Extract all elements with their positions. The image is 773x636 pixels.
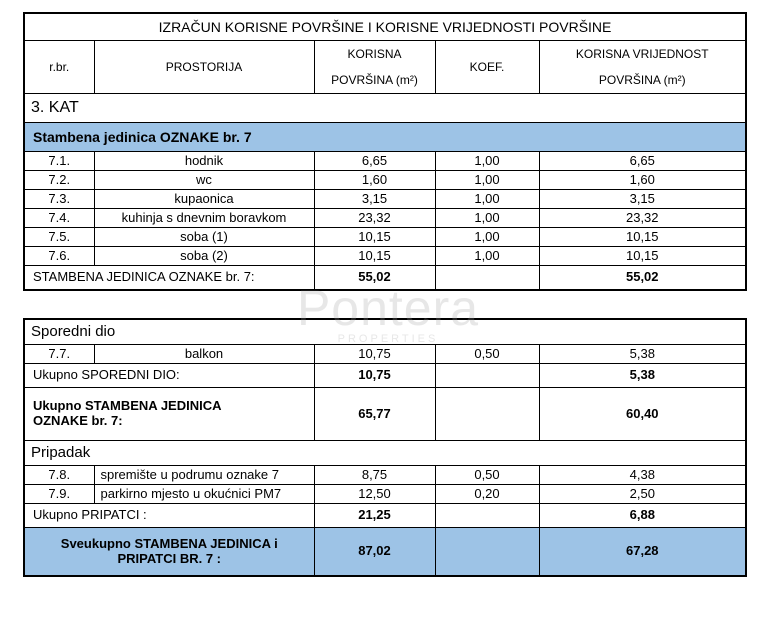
row-value: 23,32 [539,209,746,228]
unit-grand-row [24,388,746,441]
unit-total-label: STAMBENA JEDINICA OZNAKE br. 7: [24,266,314,291]
row-coef: 1,00 [435,228,539,247]
row-rbr: 7.1. [24,152,94,171]
header-rbr: r.br. [24,41,94,94]
header-room: PROSTORIJA [94,41,314,94]
row-name: soba (2) [94,247,314,266]
unit-grand-value: 60,40 [539,388,746,441]
header-value [539,41,746,94]
appurtenance-total-row [24,504,746,528]
secondary-total-row [24,364,746,388]
table-row [24,152,746,171]
row-name: wc [94,171,314,190]
header-value-line1: KORISNA VRIJEDNOST [575,47,709,61]
row-coef: 0,50 [435,466,539,485]
overall-total-value: 67,28 [539,528,746,577]
row-coef: 1,00 [435,209,539,228]
overall-total-area: 87,02 [314,528,435,577]
overall-label-line1: Sveukupno STAMBENA JEDINICA i [60,535,278,551]
row-area: 8,75 [314,466,435,485]
row-value: 10,15 [539,247,746,266]
watermark-main: Pontera [296,280,480,336]
unit-area-table [23,12,747,291]
overall-total-coef [435,528,539,577]
overall-total-row [24,528,746,577]
row-name: balkon [94,345,314,364]
unit-total-area: 55,02 [314,266,435,291]
row-area: 6,65 [314,152,435,171]
row-rbr: 7.8. [24,466,94,485]
table-row [24,190,746,209]
overall-total-label [24,528,314,577]
row-value: 1,60 [539,171,746,190]
table-row [24,485,746,504]
table-row [24,345,746,364]
watermark-sub: PROPERTIES [337,333,439,345]
row-value: 2,50 [539,485,746,504]
row-coef: 1,00 [435,171,539,190]
unit-total-value: 55,02 [539,266,746,291]
row-rbr: 7.7. [24,345,94,364]
unit-total-row [24,266,746,291]
overall-label-line2: PRIPATCI BR. 7 : [117,550,222,566]
row-coef: 0,50 [435,345,539,364]
secondary-total-value: 5,38 [539,364,746,388]
table-row [24,209,746,228]
table-row [24,466,746,485]
row-name: kuhinja s dnevnim boravkom [94,209,314,228]
secondary-title: Sporedni dio [24,319,746,345]
unit-title: Stambena jedinica OZNAKE br. 7 [24,123,746,152]
row-area: 1,60 [314,171,435,190]
row-name: spremište u podrumu oznake 7 [94,466,314,485]
row-area: 10,75 [314,345,435,364]
row-name: parkirno mjesto u okućnici PM7 [94,485,314,504]
row-value: 6,65 [539,152,746,171]
row-area: 12,50 [314,485,435,504]
unit-grand-label [24,388,314,441]
row-area: 3,15 [314,190,435,209]
row-rbr: 7.3. [24,190,94,209]
header-coef: KOEF. [435,41,539,94]
secondary-table [23,318,747,577]
row-rbr: 7.9. [24,485,94,504]
row-coef: 1,00 [435,247,539,266]
row-value: 10,15 [539,228,746,247]
secondary-total-label: Ukupno SPOREDNI DIO: [24,364,314,388]
unit-grand-coef [435,388,539,441]
row-value: 3,15 [539,190,746,209]
row-area: 23,32 [314,209,435,228]
row-name: hodnik [94,152,314,171]
row-coef: 1,00 [435,190,539,209]
row-value: 4,38 [539,466,746,485]
unit-grand-label-line1: Ukupno STAMBENA JEDINICA [33,398,222,414]
table-row [24,247,746,266]
row-coef: 1,00 [435,152,539,171]
table-row [24,171,746,190]
appurtenance-total-area: 21,25 [314,504,435,528]
row-rbr: 7.2. [24,171,94,190]
unit-grand-area: 65,77 [314,388,435,441]
table-title: IZRAČUN KORISNE POVRŠINE I KORISNE VRIJEDNOSTI POVRŠINE [24,13,746,41]
secondary-total-area: 10,75 [314,364,435,388]
row-name: soba (1) [94,228,314,247]
row-coef: 0,20 [435,485,539,504]
header-value-line2: POVRŠINA (m²) [598,73,686,87]
unit-grand-label-line2: OZNAKE br. 7: [33,413,123,428]
row-rbr: 7.5. [24,228,94,247]
header-area-line1: KORISNA [347,47,402,61]
unit-total-coef [435,266,539,291]
row-name: kupaonica [94,190,314,209]
table-row [24,228,746,247]
appurtenance-title: Pripadak [24,441,746,466]
header-area [314,41,435,94]
row-rbr: 7.6. [24,247,94,266]
appurtenance-total-coef [435,504,539,528]
secondary-total-coef [435,364,539,388]
appurtenance-total-value: 6,88 [539,504,746,528]
row-area: 10,15 [314,228,435,247]
appurtenance-total-label: Ukupno PRIPATCI : [24,504,314,528]
row-rbr: 7.4. [24,209,94,228]
header-area-line2: POVRŠINA (m²) [331,73,418,87]
floor-label: 3. KAT [24,94,746,123]
row-value: 5,38 [539,345,746,364]
row-area: 10,15 [314,247,435,266]
